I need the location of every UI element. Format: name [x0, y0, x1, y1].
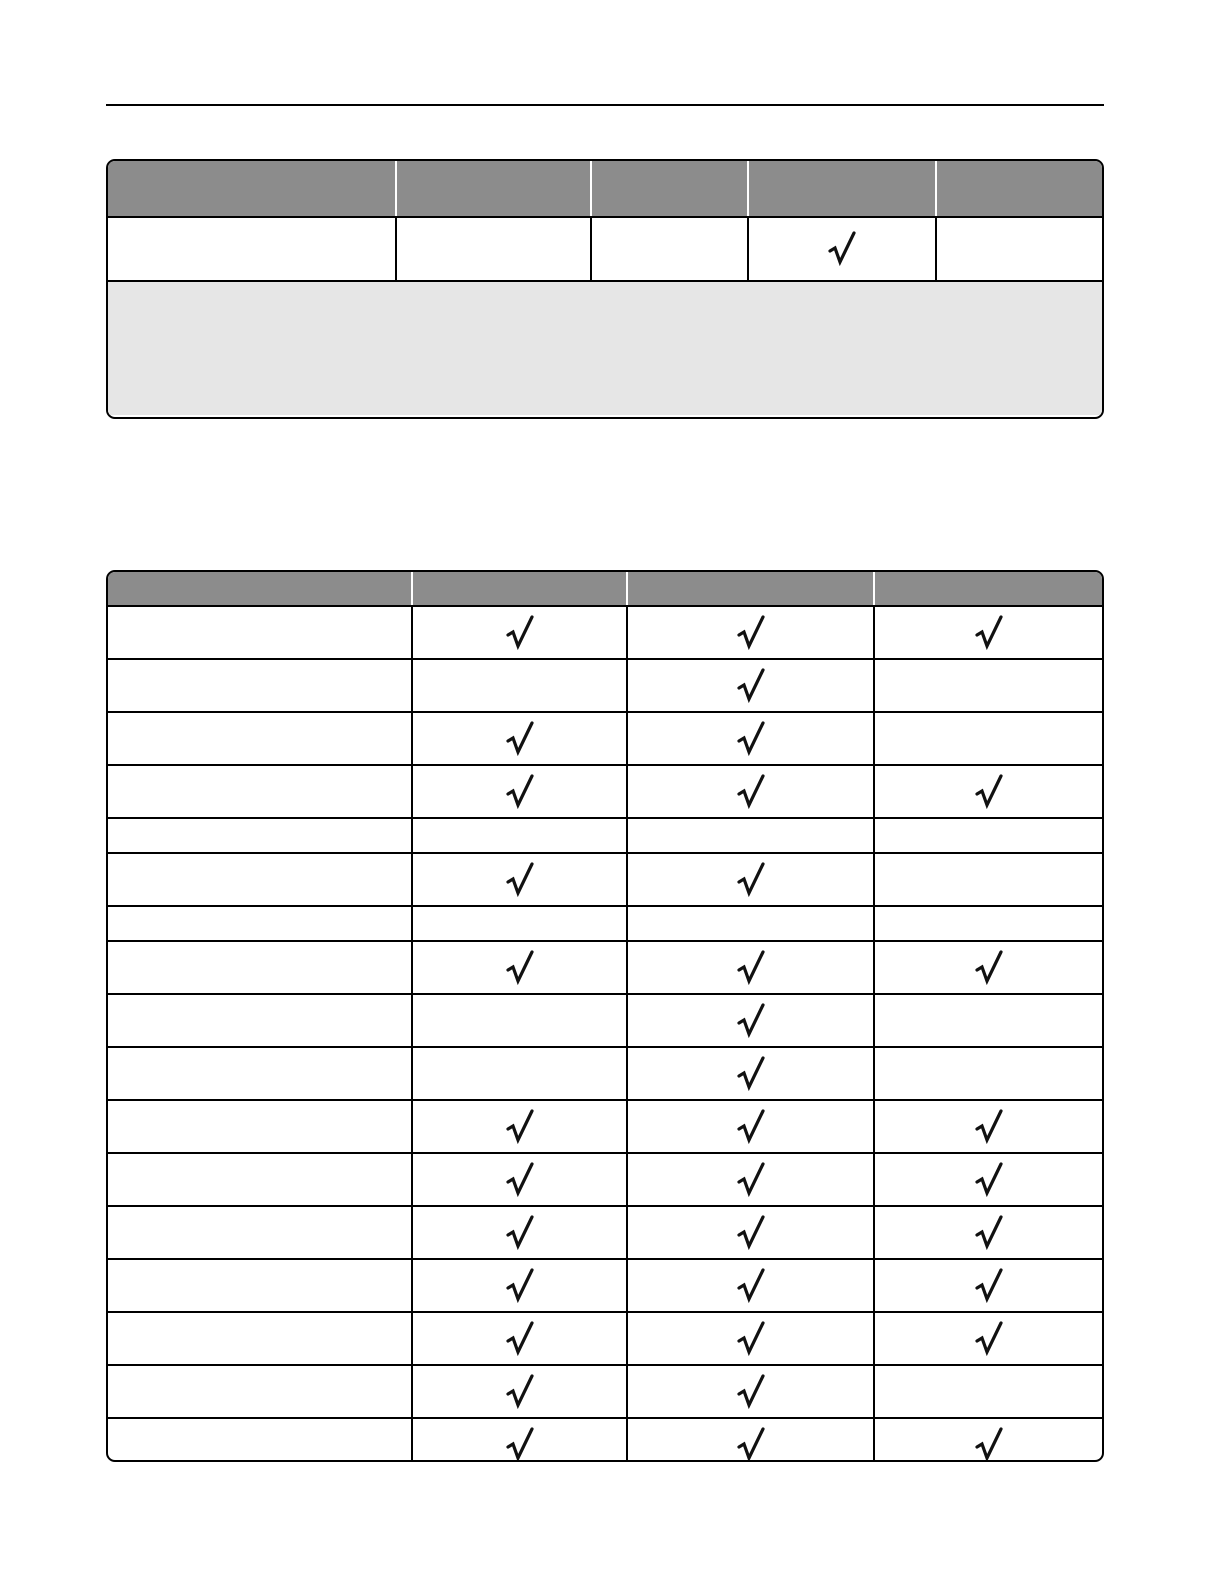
row-label — [108, 942, 413, 993]
checkmark-icon — [974, 1161, 1004, 1199]
support-cell — [413, 907, 628, 940]
support-cell — [875, 854, 1102, 905]
checkmark-icon — [505, 949, 535, 987]
table-row — [108, 1048, 1102, 1101]
support-cell — [628, 713, 875, 764]
support-cell — [628, 1207, 875, 1258]
support-cell — [413, 1260, 628, 1311]
row-label — [108, 607, 413, 658]
support-cell — [397, 218, 592, 280]
checkmark-icon — [505, 614, 535, 652]
checkmark-icon — [505, 1320, 535, 1358]
checkmark-icon — [736, 1108, 766, 1146]
table-row — [108, 907, 1102, 942]
checkmark-icon — [736, 1002, 766, 1040]
support-cell — [413, 1207, 628, 1258]
column-header — [397, 161, 592, 216]
column-header — [749, 161, 937, 216]
checkmark-icon — [974, 1426, 1004, 1462]
table-row — [108, 713, 1102, 766]
support-cell — [413, 1366, 628, 1417]
column-header — [108, 161, 397, 216]
checkmark-icon — [736, 1055, 766, 1093]
support-cell — [628, 1260, 875, 1311]
support-cell — [413, 854, 628, 905]
checkmark-icon — [736, 773, 766, 811]
table-row — [108, 766, 1102, 819]
checkmark-icon — [736, 720, 766, 758]
support-cell — [413, 942, 628, 993]
checkmark-icon — [974, 949, 1004, 987]
support-cell — [875, 1154, 1102, 1205]
table-header-row — [108, 161, 1102, 218]
support-cell — [875, 1260, 1102, 1311]
support-cell — [875, 1101, 1102, 1152]
support-cell — [628, 1101, 875, 1152]
table-row — [108, 1313, 1102, 1366]
column-header — [413, 572, 628, 605]
support-cell — [628, 1048, 875, 1099]
checkmark-icon — [736, 614, 766, 652]
table-note — [108, 282, 1102, 415]
support-cell — [628, 1154, 875, 1205]
row-label — [108, 713, 413, 764]
support-cell — [413, 1154, 628, 1205]
table-row — [108, 1260, 1102, 1313]
support-cell — [413, 766, 628, 817]
support-cell — [413, 995, 628, 1046]
row-label — [108, 1207, 413, 1258]
row-label — [108, 1154, 413, 1205]
checkmark-icon — [736, 1373, 766, 1411]
checkmark-icon — [736, 1267, 766, 1305]
support-cell — [413, 1313, 628, 1364]
column-header — [592, 161, 749, 216]
table-row — [108, 995, 1102, 1048]
table-row — [108, 1366, 1102, 1419]
support-cell — [413, 1419, 628, 1462]
support-cell — [937, 218, 1102, 280]
checkmark-icon — [736, 1426, 766, 1462]
checkmark-icon — [974, 614, 1004, 652]
support-cell — [413, 819, 628, 852]
row-label — [108, 766, 413, 817]
support-cell — [749, 218, 937, 280]
header-rule — [106, 104, 1104, 106]
support-cell — [875, 1048, 1102, 1099]
row-label — [108, 1260, 413, 1311]
support-cell — [875, 766, 1102, 817]
row-label — [108, 1048, 413, 1099]
checkmark-icon — [736, 949, 766, 987]
support-cell — [875, 819, 1102, 852]
table-row — [108, 1207, 1102, 1260]
row-label — [108, 1313, 413, 1364]
row-label — [108, 995, 413, 1046]
support-cell — [413, 713, 628, 764]
support-cell — [875, 1366, 1102, 1417]
checkmark-icon — [736, 1320, 766, 1358]
support-cell — [628, 995, 875, 1046]
support-cell — [628, 942, 875, 993]
checkmark-icon — [505, 1267, 535, 1305]
support-cell — [628, 1419, 875, 1462]
table-row — [108, 218, 1102, 282]
table-row — [108, 660, 1102, 713]
checkmark-icon — [505, 720, 535, 758]
support-cell — [628, 907, 875, 940]
table-row — [108, 607, 1102, 660]
support-cell — [628, 819, 875, 852]
row-label — [108, 854, 413, 905]
checkmark-icon — [505, 1426, 535, 1462]
checkmark-icon — [505, 773, 535, 811]
checkmark-icon — [974, 1108, 1004, 1146]
column-header — [628, 572, 875, 605]
checkmark-icon — [974, 773, 1004, 811]
support-cell — [875, 942, 1102, 993]
column-header — [875, 572, 1102, 605]
table-row — [108, 854, 1102, 907]
row-label — [108, 1366, 413, 1417]
support-cell — [628, 766, 875, 817]
checkmark-icon — [505, 861, 535, 899]
support-cell — [628, 854, 875, 905]
checkmark-icon — [974, 1214, 1004, 1252]
support-cell — [413, 660, 628, 711]
table-row — [108, 1101, 1102, 1154]
support-cell — [875, 1207, 1102, 1258]
column-header — [937, 161, 1102, 216]
checkmark-icon — [974, 1320, 1004, 1358]
support-cell — [413, 607, 628, 658]
table-row — [108, 1419, 1102, 1462]
row-label — [108, 819, 413, 852]
column-header — [108, 572, 413, 605]
checkmark-icon — [505, 1214, 535, 1252]
paper-table-top — [106, 159, 1104, 419]
support-cell — [628, 1366, 875, 1417]
checkmark-icon — [736, 861, 766, 899]
row-label — [108, 1419, 413, 1462]
support-cell — [875, 607, 1102, 658]
support-cell — [413, 1101, 628, 1152]
support-cell — [628, 660, 875, 711]
row-label — [108, 660, 413, 711]
checkmark-icon — [505, 1108, 535, 1146]
support-cell — [875, 1419, 1102, 1462]
table-row — [108, 819, 1102, 854]
checkmark-icon — [505, 1161, 535, 1199]
checkmark-icon — [827, 230, 857, 268]
support-cell — [875, 713, 1102, 764]
support-cell — [875, 660, 1102, 711]
row-label — [108, 907, 413, 940]
paper-support-table — [106, 570, 1104, 1462]
checkmark-icon — [736, 1161, 766, 1199]
support-cell — [875, 907, 1102, 940]
support-cell — [628, 1313, 875, 1364]
row-label — [108, 1101, 413, 1152]
support-cell — [875, 995, 1102, 1046]
table-row — [108, 942, 1102, 995]
checkmark-icon — [974, 1267, 1004, 1305]
checkmark-icon — [736, 1214, 766, 1252]
row-label — [108, 218, 397, 280]
support-cell — [413, 1048, 628, 1099]
checkmark-icon — [736, 667, 766, 705]
support-cell — [628, 607, 875, 658]
support-cell — [875, 1313, 1102, 1364]
checkmark-icon — [505, 1373, 535, 1411]
table-row — [108, 1154, 1102, 1207]
table-header-row — [108, 572, 1102, 607]
support-cell — [592, 218, 749, 280]
